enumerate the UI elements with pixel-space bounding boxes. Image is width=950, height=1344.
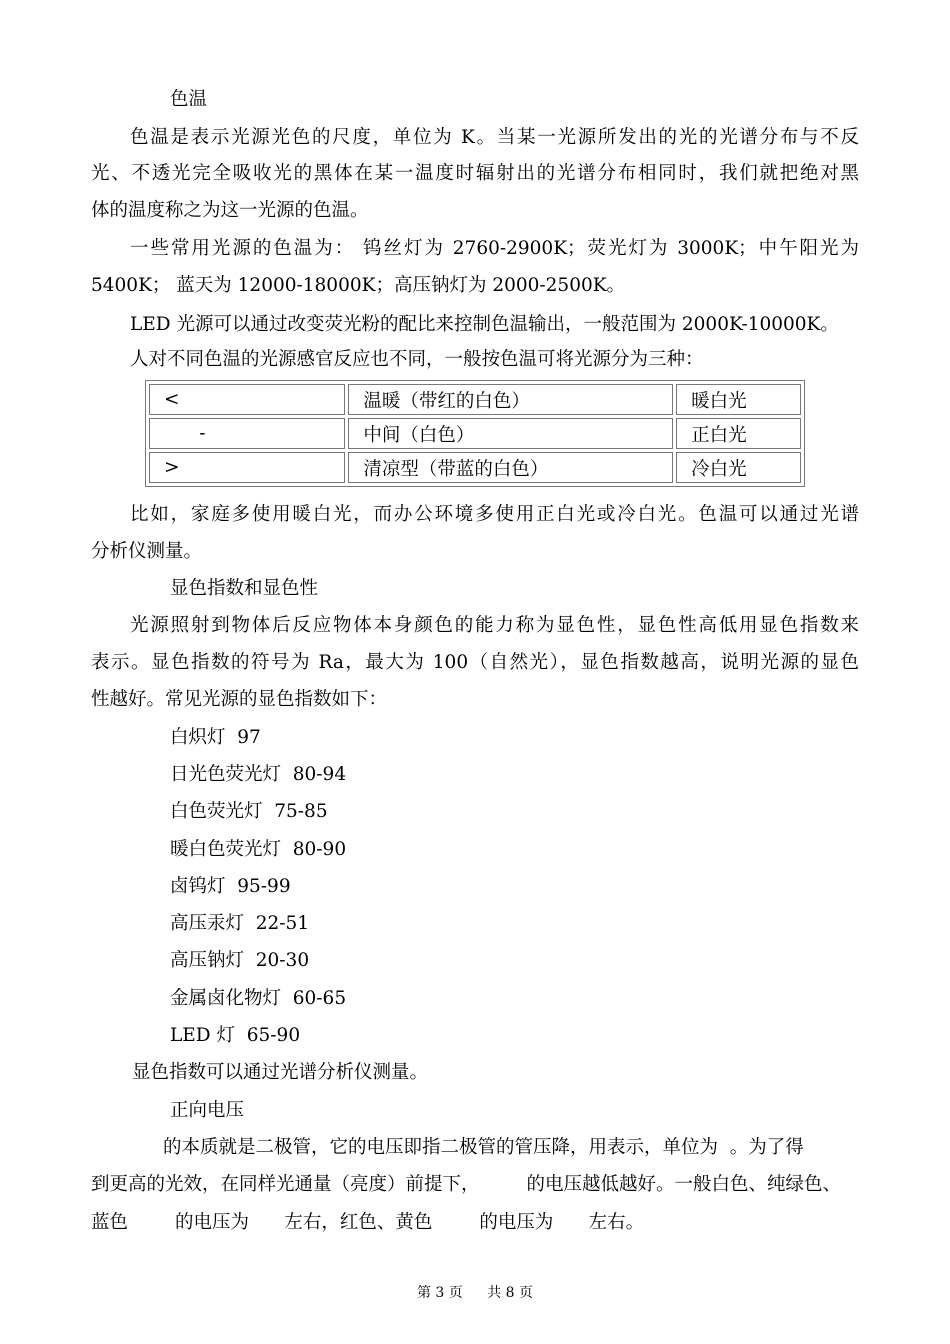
table-cell-description: 温暖（带红的白色）	[348, 384, 673, 415]
paragraph-line: 的本质就是二极管，它的电压即指二极管的管压降，用表示，单位为 。为了得	[163, 1137, 804, 1158]
paragraph-line: 蓝色 的电压为 左右，红色、黄色 的电压为 左右。	[91, 1212, 645, 1233]
section-heading-color-rendering: 显色指数和显色性	[170, 578, 319, 599]
section-heading-forward-voltage: 正向电压	[170, 1100, 245, 1121]
paragraph-line: 比如，家庭多使用暖白光，而办公环境多使用正白光或冷白光。色温可以通过光谱	[130, 504, 859, 525]
list-item: 白色荧光灯 75-85	[170, 801, 328, 822]
paragraph-line: 5400K； 蓝天为 12000-18000K；高压钠灯为 2000-2500K。	[91, 275, 626, 296]
paragraph-line: 光源照射到物体后反应物体本身颜色的能力称为显色性，显色性高低用显色指数来	[130, 615, 859, 636]
table-cell-type: 冷白光	[676, 452, 801, 483]
paragraph-line: 一些常用光源的色温为： 钨丝灯为 2760-2900K；荧光灯为 3000K；中午阳光为	[130, 238, 859, 259]
paragraph-line: 色温是表示光源光色的尺度，单位为 K。当某一光源所发出的光的光谱分布与不反	[130, 127, 859, 148]
color-temperature-table	[145, 380, 805, 487]
table-cell-description: 清凉型（带蓝的白色）	[348, 452, 673, 483]
list-item: LED 灯 65-90	[170, 1025, 301, 1046]
list-item: 高压汞灯 22-51	[170, 913, 310, 934]
page-footer	[0, 1284, 950, 1302]
table-cell-range: -	[149, 418, 345, 449]
list-item: 金属卤化物灯 60-65	[170, 988, 347, 1009]
list-item: 卤钨灯 95-99	[170, 876, 291, 897]
section-heading-color-temperature: 色温	[170, 89, 208, 110]
list-item: 高压钠灯 20-30	[170, 950, 310, 971]
paragraph-line: 表示。显色指数的符号为 Ra，最大为 100（自然光），显色指数越高，说明光源的显色	[91, 652, 859, 673]
table-cell-type: 正白光	[676, 418, 801, 449]
paragraph-line: 性越好。常见光源的显色指数如下：	[91, 689, 388, 710]
paragraph-line: 光、不透光完全吸收光的黑体在某一温度时辐射出的光谱分布相同时，我们就把绝对黑	[91, 163, 859, 184]
list-item: 白炽灯 97	[170, 727, 261, 748]
list-item: 日光色荧光灯 80-94	[170, 764, 347, 785]
table-row	[149, 418, 801, 449]
table-cell-range: >	[149, 452, 345, 483]
page-total: 共 8 页	[487, 1285, 534, 1301]
paragraph-line: 人对不同色温的光源感官反应也不同，一般按色温可将光源分为三种：	[130, 349, 704, 370]
table-cell-description: 中间（白色）	[348, 418, 673, 449]
paragraph-line: 到更高的光效，在同样光通量（亮度）前提下， 的电压越低越好。一般白色、纯绿色、	[91, 1174, 842, 1195]
list-item: 暖白色荧光灯 80-90	[170, 839, 347, 860]
page-number: 第 3 页	[416, 1285, 463, 1301]
table-row	[149, 452, 801, 483]
table-row	[149, 384, 801, 415]
paragraph-line: 显色指数可以通过光谱分析仪测量。	[132, 1062, 429, 1083]
paragraph-line: LED 光源可以通过改变荧光粉的配比来控制色温输出，一般范围为 2000K-10000K。	[130, 314, 839, 335]
table-cell-type: 暖白光	[676, 384, 801, 415]
paragraph-line: 体的温度称之为这一光源的色温。	[91, 200, 369, 221]
paragraph-line: 分析仪测量。	[91, 541, 203, 562]
table-cell-range: <	[149, 384, 345, 415]
